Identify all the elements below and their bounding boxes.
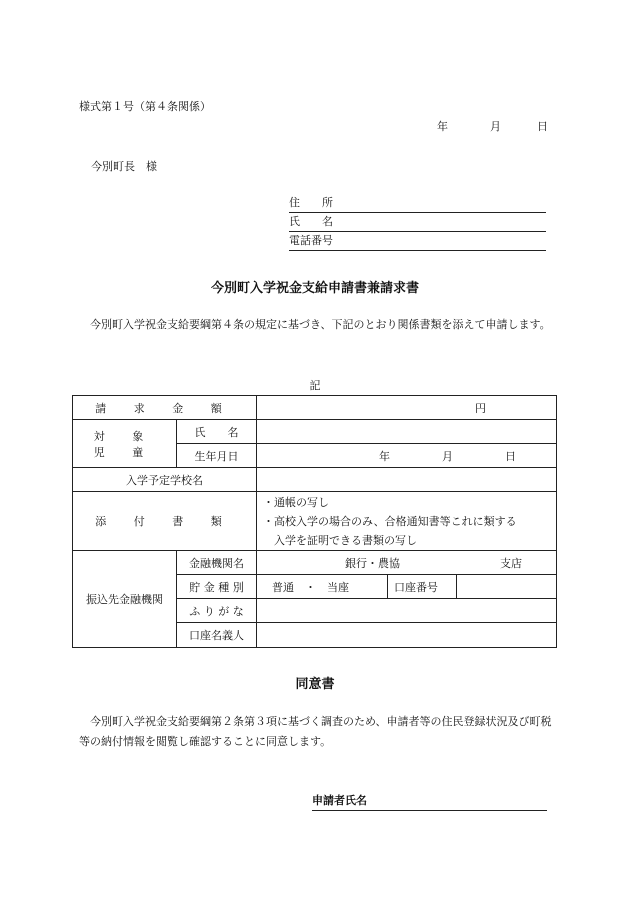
attach-item-2: ・高校入学の場合のみ、合格通知書等これに類する <box>263 514 517 528</box>
school-label: 入学予定学校名 <box>73 468 257 492</box>
amount-label: 請 求 金 額 <box>73 396 257 420</box>
ki-mark: 記 <box>309 379 321 392</box>
holder-label: 口座名義人 <box>177 623 257 648</box>
attach-item-1: ・通帳の写し <box>263 495 329 509</box>
bank-type: 銀行・農協 <box>345 556 400 570</box>
school-field[interactable] <box>257 468 557 492</box>
address-line[interactable] <box>289 195 546 213</box>
applicant-block <box>289 195 546 252</box>
furigana-label: ふ り が な <box>177 599 257 623</box>
holder-field[interactable] <box>257 623 557 648</box>
name-line[interactable] <box>289 214 546 232</box>
deposit-options[interactable]: 普通 ・ 当座 <box>257 575 388 599</box>
application-table <box>72 395 557 648</box>
birth-day: 日 <box>505 449 516 463</box>
phone-label: 電話番号 <box>289 234 333 247</box>
account-no-label: 口座番号 <box>388 575 457 599</box>
signature-line[interactable] <box>312 792 547 811</box>
bank-group-label: 振込先金融機関 <box>73 551 177 648</box>
branch-label: 支店 <box>500 556 522 570</box>
consent-paragraph: 今別町入学祝金支給要綱第２条第３項に基づく調査のため、申請者等の住民登録状況及び町税等の納付情報を閲覧し確認することに同意します。 <box>79 715 552 748</box>
intro-paragraph: 今別町入学祝金支給要綱第４条の規定に基づき、下記のとおり関係書類を添えて申請します。 <box>90 318 551 331</box>
attach-label: 添 付 書 類 <box>73 492 257 551</box>
phone-line[interactable] <box>289 233 546 251</box>
bank-name-label: 金融機関名 <box>177 551 257 575</box>
amount-field[interactable] <box>257 396 557 420</box>
date-year: 年 <box>437 120 448 133</box>
account-no-field[interactable] <box>457 575 557 599</box>
deposit-label: 貯 金 種 別 <box>177 575 257 599</box>
amount-unit: 円 <box>475 401 487 415</box>
consent-title: 同意書 <box>295 677 335 692</box>
date-day: 日 <box>537 120 548 133</box>
child-name-field[interactable] <box>257 420 557 444</box>
bank-name-field[interactable] <box>257 551 557 575</box>
child-label: 対 象 児 童 <box>73 420 177 468</box>
attach-item-3: 入学を証明できる書類の写し <box>274 533 417 547</box>
addressee: 今別町長 様 <box>91 160 157 173</box>
child-birth-field[interactable] <box>257 444 557 468</box>
birth-month: 月 <box>442 449 453 463</box>
form-number: 様式第１号（第４条関係） <box>79 100 211 113</box>
child-name-label: 氏 名 <box>177 420 257 444</box>
child-birth-label: 生年月日 <box>177 444 257 468</box>
furigana-field[interactable] <box>257 599 557 623</box>
attach-list <box>257 492 557 551</box>
birth-year: 年 <box>379 449 390 463</box>
name-label: 氏 名 <box>289 215 333 228</box>
document-title: 今別町入学祝金支給申請書兼請求書 <box>210 281 419 296</box>
submission-date <box>437 118 548 134</box>
address-label: 住 所 <box>289 196 333 209</box>
date-month: 月 <box>490 120 501 133</box>
signature-label: 申請者氏名 <box>312 794 367 807</box>
